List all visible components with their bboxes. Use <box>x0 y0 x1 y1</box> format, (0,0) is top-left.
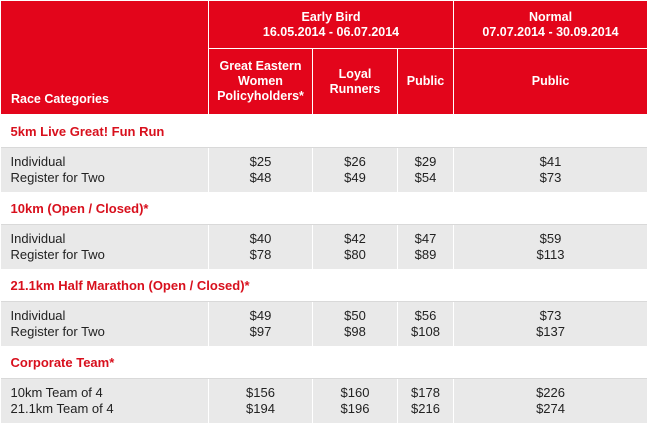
normal-title: Normal <box>454 10 647 25</box>
price-great-eastern: $48 <box>209 170 312 186</box>
price-public-normal-cell <box>454 379 647 423</box>
price-public-early-cell <box>398 379 454 423</box>
price-public-normal-cell <box>454 302 647 347</box>
price-great-eastern-cell <box>209 225 313 270</box>
loyal-runners-line-2: Runners <box>313 82 397 97</box>
category-row <box>1 115 647 148</box>
price-public-normal: $274 <box>454 401 647 417</box>
row-label-cell <box>1 225 209 270</box>
price-public-normal-cell <box>454 148 647 193</box>
price-public-normal: $226 <box>454 385 647 401</box>
price-great-eastern: $40 <box>209 231 312 247</box>
public-early-header: Public <box>398 49 454 115</box>
price-public-early: $178 <box>398 385 453 401</box>
price-public-early: $54 <box>398 170 453 186</box>
price-loyal-runners: $26 <box>313 154 397 170</box>
price-loyal-runners: $42 <box>313 231 397 247</box>
price-public-normal: $73 <box>454 170 647 186</box>
price-loyal-runners: $196 <box>313 401 397 417</box>
price-row <box>1 225 647 270</box>
normal-header <box>454 1 647 49</box>
price-great-eastern: $156 <box>209 385 312 401</box>
price-public-normal: $73 <box>454 308 647 324</box>
price-public-early-cell <box>398 225 454 270</box>
public-normal-header: Public <box>454 49 647 115</box>
row-label: Individual <box>11 308 209 324</box>
price-row <box>1 379 647 423</box>
normal-dates: 07.07.2014 - 30.09.2014 <box>454 25 647 40</box>
price-loyal-runners: $98 <box>313 324 397 340</box>
price-public-early: $56 <box>398 308 453 324</box>
category-row <box>1 192 647 225</box>
early-bird-dates: 16.05.2014 - 06.07.2014 <box>209 25 453 40</box>
great-eastern-line-2: Women <box>209 74 312 89</box>
price-row <box>1 148 647 193</box>
category-title: 10km (Open / Closed)* <box>1 192 647 225</box>
price-loyal-runners: $49 <box>313 170 397 186</box>
price-great-eastern: $194 <box>209 401 312 417</box>
price-loyal-runners-cell <box>313 302 398 347</box>
loyal-runners-header <box>313 49 398 115</box>
price-public-early: $29 <box>398 154 453 170</box>
early-bird-title: Early Bird <box>209 10 453 25</box>
price-public-normal: $137 <box>454 324 647 340</box>
price-public-normal: $113 <box>454 247 647 263</box>
great-eastern-line-3: Policyholders* <box>209 89 312 104</box>
row-label: 10km Team of 4 <box>11 385 209 401</box>
price-loyal-runners-cell <box>313 148 398 193</box>
price-loyal-runners: $80 <box>313 247 397 263</box>
row-label: Register for Two <box>11 170 209 186</box>
header-row-top <box>1 1 647 49</box>
price-public-early: $108 <box>398 324 453 340</box>
race-categories-header: Race Categories <box>1 1 209 115</box>
price-great-eastern: $97 <box>209 324 312 340</box>
category-title: 21.1km Half Marathon (Open / Closed)* <box>1 269 647 302</box>
row-label: Individual <box>11 154 209 170</box>
row-label: Register for Two <box>11 247 209 263</box>
row-label: 21.1km Team of 4 <box>11 401 209 417</box>
row-label-cell <box>1 148 209 193</box>
category-row <box>1 269 647 302</box>
price-loyal-runners-cell <box>313 379 398 423</box>
price-great-eastern-cell <box>209 302 313 347</box>
price-public-normal: $41 <box>454 154 647 170</box>
category-title: Corporate Team* <box>1 346 647 379</box>
loyal-runners-line-1: Loyal <box>313 67 397 82</box>
row-label: Register for Two <box>11 324 209 340</box>
price-row <box>1 302 647 347</box>
row-label-cell <box>1 379 209 423</box>
price-public-early-cell <box>398 302 454 347</box>
price-great-eastern: $25 <box>209 154 312 170</box>
row-label: Individual <box>11 231 209 247</box>
price-loyal-runners: $50 <box>313 308 397 324</box>
price-public-normal-cell <box>454 225 647 270</box>
price-loyal-runners: $160 <box>313 385 397 401</box>
category-row <box>1 346 647 379</box>
price-great-eastern: $78 <box>209 247 312 263</box>
price-great-eastern-cell <box>209 148 313 193</box>
price-great-eastern-cell <box>209 379 313 423</box>
price-public-normal: $59 <box>454 231 647 247</box>
price-public-early-cell <box>398 148 454 193</box>
category-title: 5km Live Great! Fun Run <box>1 115 647 148</box>
price-public-early: $216 <box>398 401 453 417</box>
row-label-cell <box>1 302 209 347</box>
price-loyal-runners-cell <box>313 225 398 270</box>
great-eastern-header <box>209 49 313 115</box>
table-body <box>1 115 647 423</box>
price-public-early: $89 <box>398 247 453 263</box>
great-eastern-line-1: Great Eastern <box>209 59 312 74</box>
price-public-early: $47 <box>398 231 453 247</box>
price-great-eastern: $49 <box>209 308 312 324</box>
early-bird-header <box>209 1 454 49</box>
